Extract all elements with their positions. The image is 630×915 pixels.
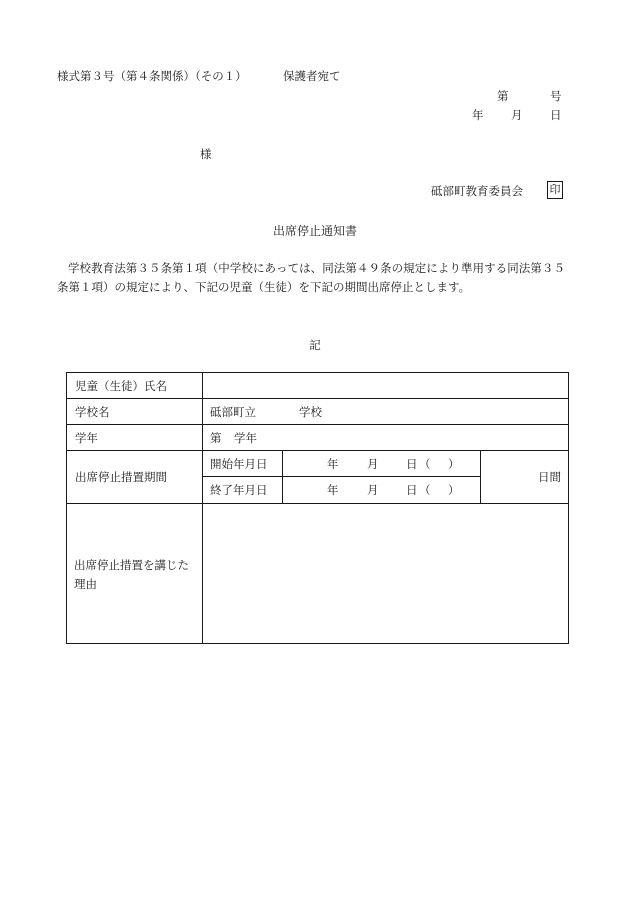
start-paren-close: ）: [448, 457, 460, 471]
date-month: 月: [511, 108, 523, 122]
reason-field[interactable]: [202, 503, 569, 644]
grade-field[interactable]: [202, 424, 569, 451]
student-name-label-cell: [66, 372, 203, 399]
start-date-field[interactable]: [282, 450, 481, 477]
start-label: 開始年月日: [210, 457, 268, 471]
start-year: 年: [327, 457, 339, 471]
doc-number-suffix: 号: [550, 89, 562, 103]
end-label-cell: [202, 476, 283, 504]
date-year: 年: [472, 108, 484, 122]
end-paren-close: ）: [448, 483, 460, 497]
grade-label: 学年: [75, 431, 98, 445]
student-name-field[interactable]: [202, 372, 569, 399]
end-paren-open: （: [419, 483, 431, 497]
document-title: 出席停止通知書: [272, 224, 357, 238]
ki-heading: 記: [309, 338, 321, 352]
period-label-cell: [66, 450, 203, 504]
grade-label-cell: [66, 424, 203, 451]
start-day: 日: [406, 457, 418, 471]
doc-number-prefix: 第: [497, 89, 509, 103]
school-label: 学校名: [75, 405, 110, 419]
reason-label-cell: [66, 503, 203, 644]
start-label-cell: [202, 450, 283, 477]
grade-value-suffix: 学年: [234, 431, 257, 445]
date-day: 日: [550, 108, 562, 122]
end-month: 月: [367, 483, 379, 497]
seal-mark: 印: [547, 181, 563, 199]
student-name-label: 児童（生徒）氏名: [75, 379, 167, 393]
days-label: 日間: [538, 470, 561, 484]
recipient-label: 保護者宛て: [283, 69, 341, 83]
school-value-prefix: 砥部町立: [210, 405, 256, 419]
school-field[interactable]: [202, 398, 569, 425]
form-id: 様式第３号（第４条関係）（その１）: [57, 69, 247, 83]
school-value-suffix: 学校: [299, 405, 322, 419]
issuer-name: 砥部町教育委員会: [431, 184, 523, 198]
end-day: 日: [406, 483, 418, 497]
body-paragraph: 学校教育法第３５条第１項（中学校にあっては、同法第４９条の規定により準用する同法第３５条第１項）の規定により、下記の児童（生徒）を下記の期間出席停止とします。: [57, 261, 565, 294]
notice-form-table: [66, 372, 569, 644]
start-month: 月: [367, 457, 379, 471]
addressee-honorific: 様: [200, 147, 212, 161]
grade-value-prefix: 第: [210, 431, 222, 445]
end-year: 年: [327, 483, 339, 497]
end-label: 終了年月日: [210, 483, 268, 497]
start-paren-open: （: [419, 457, 431, 471]
reason-label: 出席停止措置を講じた理由: [74, 558, 189, 591]
days-field[interactable]: [480, 450, 569, 504]
school-label-cell: [66, 398, 203, 425]
period-label: 出席停止措置期間: [75, 470, 167, 484]
end-date-field[interactable]: [282, 476, 481, 504]
